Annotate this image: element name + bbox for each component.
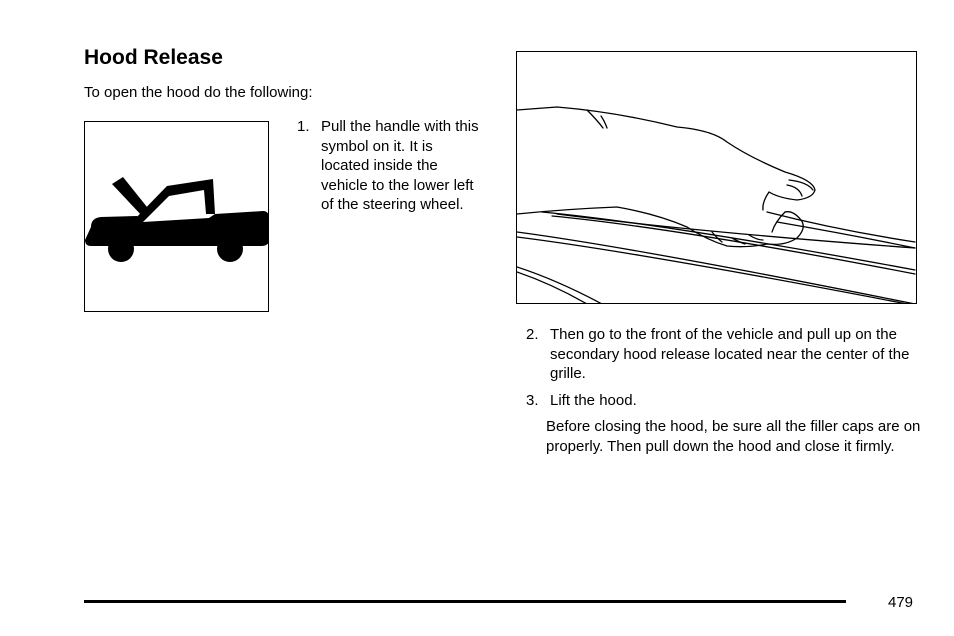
hood-release-symbol-icon <box>84 121 269 312</box>
step-number: 3. <box>526 392 539 409</box>
step-text: Lift the hood. <box>550 392 637 409</box>
page-number: 479 <box>888 594 914 611</box>
step-2 <box>526 325 926 384</box>
intro-text: To open the hood do the following: <box>84 84 313 101</box>
step-text: Then go to the front of the vehicle and pull up on the secondary hood release located near the center of the grille. <box>550 326 910 383</box>
step-number: 1. <box>297 118 310 135</box>
step-number: 2. <box>526 326 539 343</box>
step-3 <box>526 391 926 411</box>
section-heading: Hood Release <box>84 46 223 69</box>
hand-pulling-hood-release-illustration <box>516 51 917 304</box>
closing-note: Before closing the hood, be sure all the filler caps are on properly. Then pull down the hood and close it firmly. <box>546 418 921 455</box>
step-1 <box>297 117 482 215</box>
footer-rule <box>84 600 846 603</box>
step-text: Pull the handle with this symbol on it. It is located inside the vehicle to the lower left of the steering wheel. <box>321 118 479 214</box>
